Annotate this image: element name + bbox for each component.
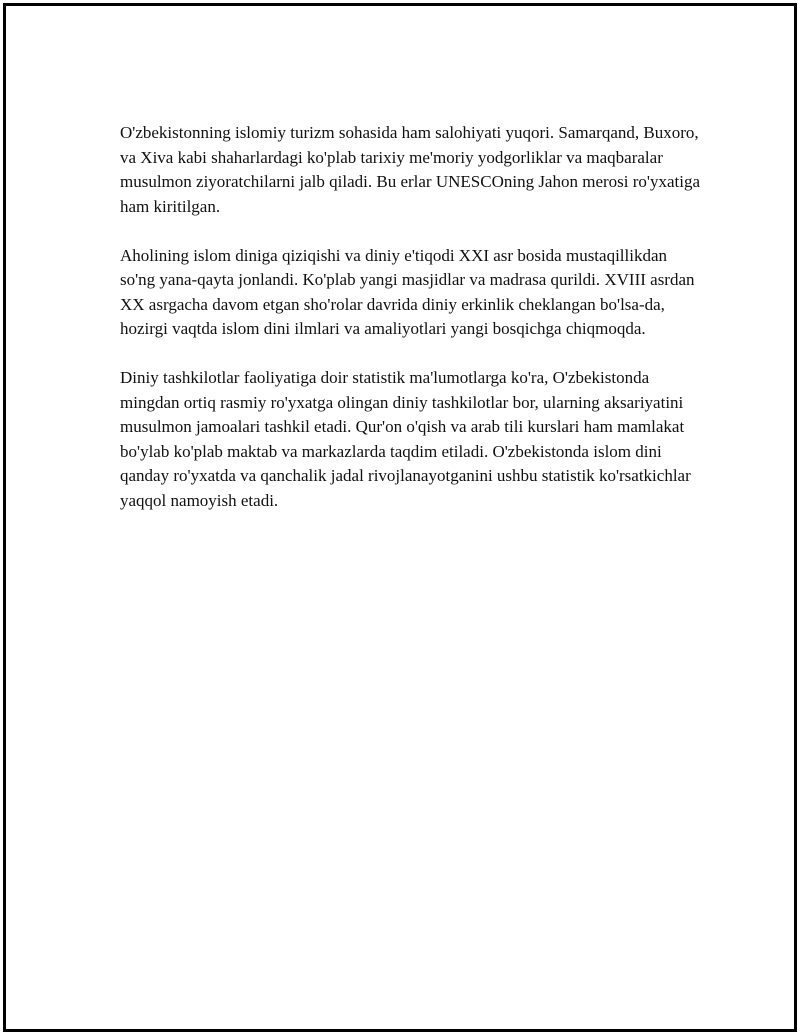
document-body — [120, 121, 700, 538]
paragraph-religious-statistics: Diniy tashkilotlar faoliyatiga doir statistik ma'lumotlarga ko'ra, O'zbekistonda mingdan ortiq rasmiy ro'yxatga olingan diniy tashkilotlar bor, ularning aksariyatini musulmon jamoalari tashkil etadi. Qur'on o'qish va arab tili kurslari ham mamlakat bo'ylab ko'plab maktab va markazlarda taqdim etiladi. O'zbekistonda islom dini qanday ro'yxatda va qanchalik jadal rivojlanayotganini ushbu statistik ko'rsatkichlar yaqqol namoyish etadi. — [120, 368, 691, 510]
paragraph-religious-revival: Aholining islom diniga qiziqishi va diniy e'tiqodi XXI asr bosida mustaqillikdan so'ng yana-qayta jonlandi. Ko'plab yangi masjidlar va madrasa qurildi. XVIII asrdan XX asrgacha davom etgan sho'rolar davrida diniy erkinlik cheklangan bo'lsa-da, hozirgi vaqtda islom dini ilmlari va amaliyotlari yangi bosqichga chiqmoqda. — [120, 245, 695, 338]
paragraph-islamic-tourism: O'zbekistonning islomiy turizm sohasida ham salohiyati yuqori. Samarqand, Buxoro, va Xiva kabi shaharlardagi ko'plab tarixiy me'moriy yodgorliklar va maqbaralar musulmon ziyoratchilarni jalb qiladi. Bu erlar UNESCOning Jahon merosi ro'yxatiga ham kiritilgan. — [120, 123, 701, 216]
document-page — [3, 3, 797, 1032]
